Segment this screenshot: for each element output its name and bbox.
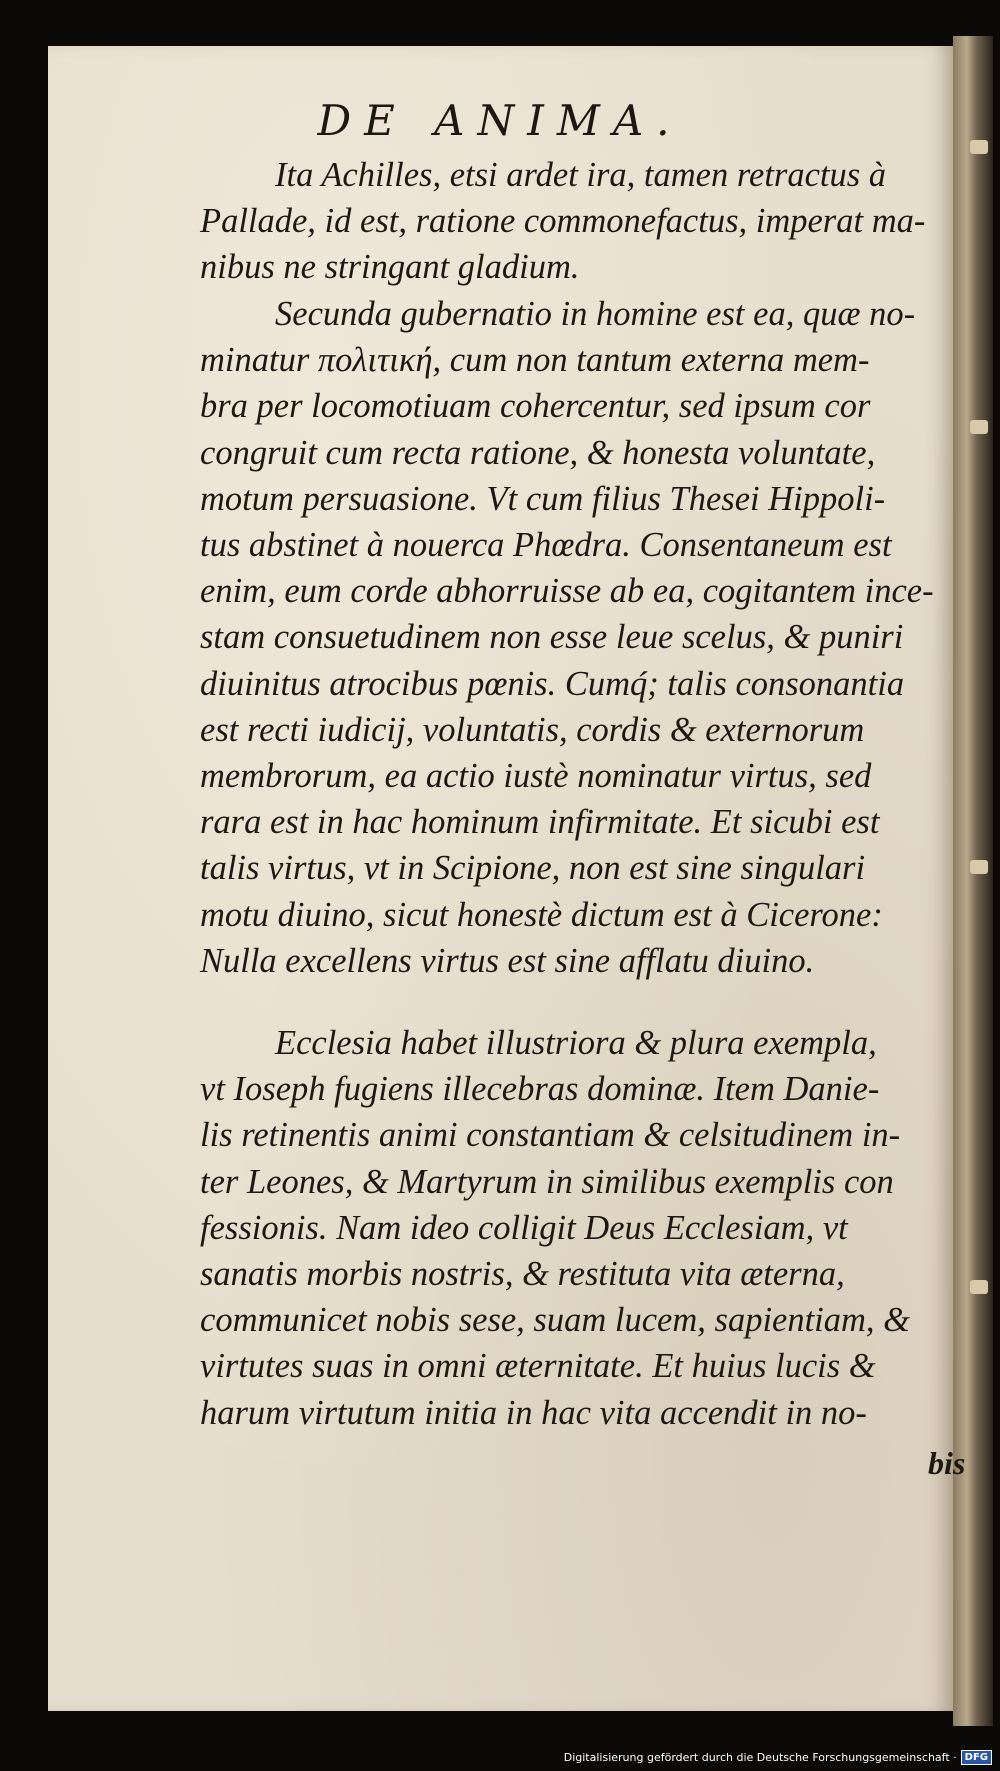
text-line: sanatis morbis nostris, & restituta vita æterna, — [200, 1255, 845, 1294]
text-line: enim, eum corde abhorruisse ab ea, cogitantem ince- — [200, 572, 934, 611]
text-line: stam consuetudinem non esse leue scelus, & puniri — [200, 618, 904, 657]
text-line: fessionis. Nam ideo colligit Deus Ecclesiam, vt — [200, 1208, 848, 1247]
page-edge-tab — [970, 1280, 988, 1294]
text-line: est recti iudicij, voluntatis, cordis & externorum — [200, 710, 865, 749]
catchword: bis — [928, 1445, 966, 1481]
text-line: nibus ne stringant gladium. — [200, 248, 580, 287]
digitization-credit — [564, 1750, 992, 1765]
text-line: motum persuasione. Vt cum filius Thesei Hippoli- — [200, 479, 886, 518]
dfg-logo-icon: DFG — [961, 1750, 992, 1765]
text-line: vt Ioseph fugiens illecebras dominæ. Item Danie- — [200, 1070, 880, 1109]
page-edge-tab — [970, 420, 988, 434]
text-line: communicet nobis sese, suam lucem, sapientiam, & — [200, 1301, 911, 1340]
text-line: minatur πολιτική, cum non tantum externa mem- — [200, 341, 870, 380]
text-line: Pallade, id est, ratione commonefactus, imperat ma- — [200, 202, 926, 241]
text-line: rara est in hac hominum infirmitate. Et sicubi est — [200, 803, 880, 842]
running-title: DE ANIMA. — [317, 96, 683, 145]
text-line: diuinitus atrocibus pœnis. Cumq́; talis consonantia — [200, 664, 905, 703]
text-line: Ecclesia habet illustriora & plura exempla, — [275, 1024, 877, 1062]
text-line: harum virtutum initia in hac vita accendit in no- — [200, 1393, 867, 1432]
paragraph-1 — [200, 152, 960, 291]
text-line: ter Leones, & Martyrum in similibus exemplis con — [200, 1162, 894, 1201]
text-line: talis virtus, vt in Scipione, non est sine singulari — [200, 849, 866, 888]
text-line: motu diuino, sicut honestè dictum est à Cicerone: — [200, 895, 883, 934]
text-line: Ita Achilles, etsi ardet ira, tamen retractus à — [275, 156, 887, 194]
paragraph-2 — [200, 291, 960, 984]
text-line: bra per locomotiuam cohercentur, sed ipsum cor — [200, 387, 871, 426]
text-line: Nulla excellens virtus est sine afflatu diuino. — [200, 941, 815, 980]
text-line: membrorum, ea actio iustè nominatur virtus, sed — [200, 757, 872, 796]
text-line: lis retinentis animi constantiam & celsitudinem in- — [200, 1116, 901, 1155]
paragraph-3 — [200, 1020, 960, 1436]
text-line: Secunda gubernatio in homine est ea, quæ no- — [275, 295, 916, 333]
text-line: congruit cum recta ratione, & honesta voluntate, — [200, 433, 876, 472]
credit-text: Digitalisierung gefördert durch die Deutsche Forschungsgemeinschaft · — [563, 1751, 957, 1764]
text-line: virtutes suas in omni æternitate. Et huius lucis & — [200, 1347, 876, 1386]
page-edge-tab — [970, 860, 988, 874]
text-line: tus abstinet à nouerca Phœdra. Consentaneum est — [200, 526, 892, 565]
